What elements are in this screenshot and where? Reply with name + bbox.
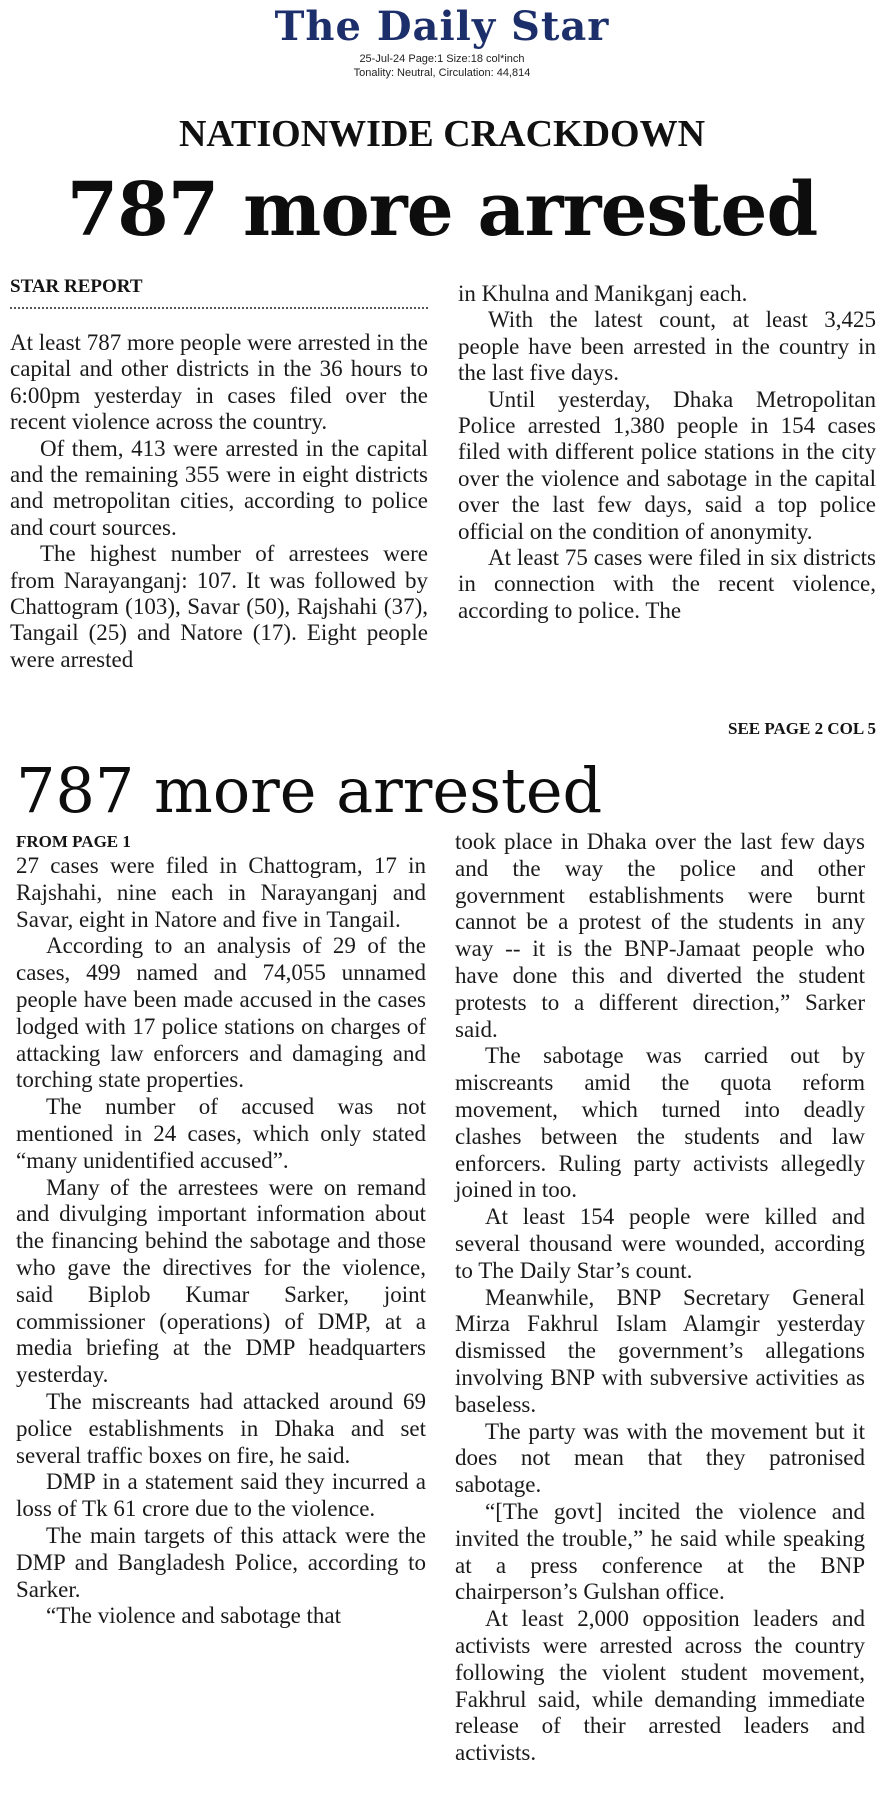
paragraph: DMP in a statement said they incurred a loss of Tk 61 crore due to the violence.	[16, 1469, 426, 1522]
paragraph: “The violence and sabotage that	[46, 1603, 342, 1629]
paragraph: At least 154 people were killed and several thousand were wounded, according to The Daily Star’s count.	[455, 1204, 865, 1283]
paragraph: With the latest count, at least 3,425 people have been arrested in the country in the last five days.	[458, 307, 876, 386]
clipping-meta-line-2: Tonality: Neutral, Circulation: 44,814	[353, 67, 531, 79]
paragraph: The sabotage was carried out by miscreants amid the quota reform movement, which turned into deadly clashes between the students and law enforcers. Ruling party activists allegedly joined in too.	[455, 1043, 865, 1203]
continuation-column-2	[455, 829, 865, 1767]
paragraph: Many of the arrestees were on remand and divulging important information about the financing behind the sabotage and those who gave the directives for the violence, said Biplob Kumar Sarker, joint commissioner (operations) of DMP, at a media briefing at the DMP headquarters yesterday.	[16, 1174, 426, 1388]
paragraph: took place in Dhaka over the last few days and the way the police and other government establishments were burnt cannot be a protest of the students in any way -- it is the BNP-Jamaat people who have done this and diverted the student protests to a different direction,” Sarker said.	[455, 829, 865, 1042]
paragraph: At least 75 cases were filed in six districts in connection with the recent violence, according to police. The	[458, 545, 876, 623]
paragraph: in Khulna and Manikganj each.	[458, 281, 748, 306]
from-page-label: FROM PAGE 1	[16, 832, 131, 851]
main-headline: 787 more arrested	[66, 167, 818, 253]
paragraph: The highest number of arrestees were from Narayanganj: 107. It was followed by Chattogram (103), Savar (50), Rajshahi (37), Tangail (25) and Natore (17). Eight people were arrested	[10, 541, 428, 672]
paragraph: 27 cases were filed in Chattogram, 17 in Rajshahi, nine each in Narayanganj and Savar, eight in Natore and five in Tangail.	[16, 853, 426, 932]
paragraph: Until yesterday, Dhaka Metropolitan Police arrested 1,380 people in 154 cases filed with different police stations in the city over the violence and sabotage in the capital over the last few days, said a top police official on the condition of anonymity.	[458, 386, 876, 544]
kicker-headline: NATIONWIDE CRACKDOWN	[178, 113, 706, 155]
newspaper-logo: The Daily Star	[274, 3, 610, 50]
paragraph: The miscreants had attacked around 69 police establishments in Dhaka and set several traffic boxes on fire, he said.	[16, 1388, 426, 1468]
paragraph: The main targets of this attack were the DMP and Bangladesh Police, according to Sarker.	[16, 1522, 426, 1602]
front-column-2	[458, 281, 876, 624]
jump-line: SEE PAGE 2 COL 5	[728, 719, 876, 738]
paragraph: According to an analysis of 29 of the cases, 499 named and 74,055 unnamed people have been made accused in the cases lodged with 17 police stations on charges of attacking law enforcers and damaging and torching state properties.	[16, 933, 426, 1093]
byline: STAR REPORT	[10, 275, 428, 309]
front-column-1	[10, 330, 428, 673]
masthead	[0, 2, 884, 80]
paragraph: The number of accused was not mentioned in 24 cases, which only stated “many unidentified accused”.	[16, 1094, 426, 1173]
paragraph: At least 787 more people were arrested in the capital and other districts in the 36 hours to 6:00pm yesterday in cases filed over the recent violence across the country.	[10, 330, 428, 435]
paragraph: Of them, 413 were arrested in the capital and the remaining 355 were in eight districts and metropolitan cities, according to police and court sources.	[10, 435, 428, 540]
continuation-headline: 787 more arrested	[16, 754, 603, 827]
paragraph: At least 2,000 opposition leaders and activists were arrested across the country following the violent student movement, Fakhrul said, while demanding immediate release of their arrested leaders and activists.	[455, 1606, 865, 1766]
paragraph: The party was with the movement but it does not mean that they patronised sabotage.	[455, 1418, 865, 1498]
continuation-column-1	[16, 853, 426, 1630]
paragraph: “[The govt] incited the violence and invited the trouble,” he said while speaking at a press conference at the BNP chairperson’s Gulshan office.	[455, 1498, 865, 1605]
paragraph: Meanwhile, BNP Secretary General Mirza Fakhrul Islam Alamgir yesterday dismissed the government’s allegations involving BNP with subversive activities as baseless.	[455, 1284, 865, 1417]
clipping-meta-line-1: 25-Jul-24 Page:1 Size:18 col*inch	[359, 53, 525, 65]
